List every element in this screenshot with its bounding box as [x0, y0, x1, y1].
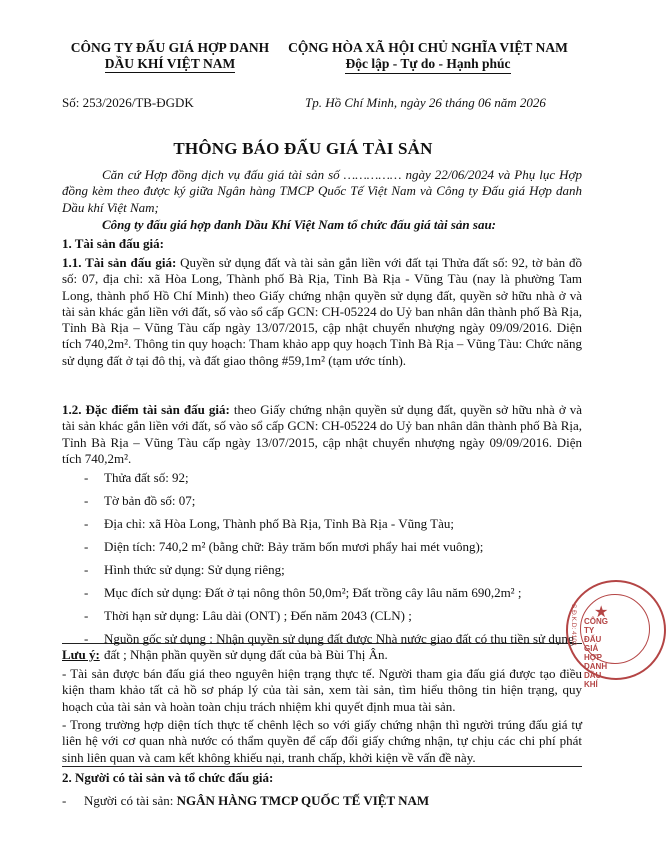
company-name-line1: CÔNG TY ĐẤU GIÁ HỢP DANH	[70, 40, 270, 55]
asset-label: 1.1. Tài sản đấu giá:	[62, 255, 177, 270]
document-page: CÔNG TY ĐẤU GIÁ HỢP DANH DẦU KHÍ VIỆT NAM CỘNG HÒA XÃ HỘI CHỦ NGHĨA VIỆT NAM Độc lập - Tự do - Hạnh phúc Số: 253/2026/TB-ĐGDK Tp. Hồ Chí Minh, ngày 26 tháng 06 năm 2026 THÔNG BÁO ĐẤU GIÁ TÀI SẢN Căn cứ Hợp đồng dịch vụ đấu giá tài sản số …………… ngày 22/06/2024 và Phụ lục Hợp đồng kèm theo được ký giữa Ngân hàng TMCP Quốc Tế Việt Nam và Công ty Đấu giá Hợp danh Dầu khí Việt Nam; Công ty đấu giá hợp danh Dầu Khí Việt Nam tổ chức đấu giá tài sản sau: 1. Tài sản đấu giá: 1.1. Tài sản đấu giá: Quyền sử dụng đất và tài sản gắn liền với đất tại Thửa đất số: 92, tờ bản đồ số: 07, địa chỉ: xã Hòa Long, Thành phố Bà Rịa, Tỉnh Bà Rịa - Vũng Tàu (nay là phường Tam Long, thành phố Hồ Chí Minh) theo Giấy chứng nhận quyền sử dụng đất, quyền sở hữu nhà ở và tài sản khác gắn liền với đất, số vào sổ cấp GCN: CH-05224 do Uỷ ban nhân dân thành phố Bà Rịa, Tỉnh Bà Rịa – Vũng Tàu cấp ngày 13/07/2015, cập nhật chuyển nhượng ngày 09/09/2016. Diện tích 740,2m². Thông tin quy hoạch: Tham khảo app quy hoạch Tỉnh Bà Rịa – Vũng Tàu: Chức năng sử dụng đất ở tại đô thị, và đất giao thông #59,1m² (tạm ước tính). 1.2. Đặc điểm tài sản đấu giá: theo Giấy chứng nhận quyền sử dụng đất, quyền sở hữu nhà ở và tài sản khác gắn liền với đất, số vào sổ cấp GCN: CH-05224 do Uỷ ban nhân dân thành phố Bà Rịa, Tỉnh Bà Rịa – Vũng Tàu cấp ngày 13/07/2015, cập nhật chuyển nhượng ngày 09/09/2016. Diện tích 740,2m². - Thửa đất số: 92; - Tờ bản đồ số: 07; - Địa chỉ: xã Hòa Long, Thành phố Bà Rịa, Tỉnh Bà Rịa - Vũng Tàu; - Diện tích: 740,2 m² (bằng chữ: Bảy trăm bốn mươi phẩy hai mét vuông); - Hình thức sử dụng: Sử dụng riêng; - Mục đích sử dụng: Đất ở tại nông thôn 50,0m²; Đất trồng cây lâu năm 690,2m² ; - Thời hạn sử dụng: Lâu dài (ONT) ; Đến năm 2043 (CLN) ; - Nguồn gốc sử dụng : Nhận quyền sử dụng đất được Nhà nước giao đất có thu tiền sử dụng đất ; Nhận phần quyền sử dụng đất của bà Bùi Thị Ân. Lưu ý: - Tài sản được bán đấu giá theo nguyên hiện trạng thực tế. Người tham gia đấu giá được tạo điều kiện tham khảo tất cả hồ sơ pháp lý của tài sản, xem tài sản, tìm hiểu thông tin hiện trạng, quy hoạch của tài sản và hoàn toàn chịu trách nhiệm khi quyết định mua tài sản. - Trong trường hợp diện tích thực tế chênh lệch so với giấy chứng nhận thì người trúng đấu giá tự liên hệ với cơ quan nhà nước có thẩm quyền để cấp đổi giấy chứng nhận, tự chịu các chi phí phát sinh liên quan và cam kết không khiếu nại, tranh chấp, khởi kiện về vấn đề này. 2. Người có tài sản và tổ chức đấu giá: - Người có tài sản: NGÂN HÀNG TMCP QUỐC TẾ VIỆT NAM ★ CÔNG TY ĐẤU GIÁ HỢP DANH DẦU KHÍ S.Đ.K.D: 4102	[0, 0, 606, 861]
lead-paragraph: Công ty đấu giá hợp danh Dầu Khí Việt Nam tổ chức đấu giá tài sản sau:	[102, 217, 497, 232]
reference-number: Số: 253/2026/TB-ĐGDK	[62, 95, 194, 110]
list-item: - Tờ bản đồ số: 07;	[84, 493, 196, 508]
list-item: - Địa chỉ: xã Hòa Long, Thành phố Bà Rịa, Tỉnh Bà Rịa - Vũng Tàu;	[84, 516, 454, 531]
note-paragraph-1: - Tài sản được bán đấu giá theo nguyên hiện trạng thực tế. Người tham gia đấu giá được tạo điều kiện tham khảo tất cả hồ sơ pháp lý của tài sản, xem tài sản, tìm hiểu thông tin hiện trạng, quy hoạch của tài sản và hoàn toàn chịu trách nhiệm khi quyết định mua tài sản.	[62, 666, 582, 714]
divider	[62, 643, 582, 644]
asset-text: Quyền sử dụng đất và tài sản gắn liền với đất tại Thửa đất số: 92, tờ bản đồ số: 07, địa chỉ: xã Hòa Long, Thành phố Bà Rịa, Tỉnh Bà Rịa - Vũng Tàu (nay là phường Tam Long, thành phố Hồ Chí Minh) theo Giấy chứng nhận quyền sử dụng đất, quyền sở hữu nhà ở và tài sản khác gắn liền với đất, số vào sổ cấp GCN: CH-05224 do Uỷ ban nhân dân thành phố Bà Rịa, Tỉnh Bà Rịa – Vũng Tàu cấp ngày 13/07/2015, cập nhật chuyển nhượng ngày 09/09/2016. Diện tích 740,2m². Thông tin quy hoạch: Tham khảo app quy hoạch Tỉnh Bà Rịa – Vũng Tàu: Chức năng sử dụng đất ở tại đô thị, và đất giao thông #59,1m² (tạm ước tính).	[62, 255, 582, 368]
list-item: - Thửa đất số: 92;	[84, 470, 189, 485]
characteristics-text: theo Giấy chứng nhận quyền sử dụng đất, quyền sở hữu nhà ở và tài sản khác gắn liền với đất, số vào sổ cấp GCN: CH-05224 do Uỷ ban nhân dân thành phố Bà Rịa, Tỉnh Bà Rịa – Vũng Tàu cấp ngày 13/07/2015, cập nhật chuyển nhượng ngày 09/09/2016. Diện tích 740,2m².	[62, 402, 582, 466]
company-seal	[566, 580, 666, 689]
seal-text: CÔNG TY ĐẤU GIÁ HỢP DANH DẦU KHÍ	[584, 617, 608, 689]
section1-heading: 1. Tài sản đấu giá:	[62, 236, 164, 251]
nation-title: CỘNG HÒA XÃ HỘI CHỦ NGHĨA VIỆT NAM	[288, 40, 568, 55]
document-date: Tp. Hồ Chí Minh, ngày 26 tháng 06 năm 2026	[305, 95, 546, 110]
asset-description	[62, 255, 582, 369]
note-paragraph-2: - Trong trường hợp diện tích thực tế chênh lệch so với giấy chứng nhận thì người trúng đấu giá tự liên hệ với cơ quan nhà nước có thẩm quyền để cấp đổi giấy chứng nhận, tự chịu các chi phí phát sinh liên quan và cam kết không khiếu nại, tranh chấp, khởi kiện về vấn đề này.	[62, 717, 582, 765]
company-header	[56, 40, 284, 73]
national-header	[278, 40, 578, 74]
characteristics-label: 1.2. Đặc điểm tài sản đấu giá:	[62, 402, 230, 417]
list-item: - Nguồn gốc sử dụng : Nhận quyền sử dụng đất được Nhà nước giao đất có thu tiền sử dụng đất ; Nhận phần quyền sử dụng đất của bà Bùi Thị Ân.	[84, 631, 575, 663]
star-icon: ★	[594, 604, 609, 621]
note-heading: Lưu ý:	[62, 647, 100, 662]
list-item: - Thời hạn sử dụng: Lâu dài (ONT) ; Đến năm 2043 (CLN) ;	[84, 608, 412, 623]
asset-details-list	[84, 470, 584, 667]
owner-name: NGÂN HÀNG TMCP QUỐC TẾ VIỆT NAM	[176, 793, 430, 808]
list-item: - Hình thức sử dụng: Sử dụng riêng;	[84, 562, 285, 577]
list-item: - Mục đích sử dụng: Đất ở tại nông thôn 50,0m²; Đất trồng cây lâu năm 690,2m² ;	[84, 585, 522, 600]
intro-paragraph: Căn cứ Hợp đồng dịch vụ đấu giá tài sản số …………… ngày 22/06/2024 và Phụ lục Hợp đồng kèm theo được ký giữa Ngân hàng TMCP Quốc Tế Việt Nam và Công ty Đấu giá Hợp danh Dầu khí Việt Nam;	[62, 167, 582, 215]
divider	[62, 766, 582, 767]
seal-code: S.Đ.K.D: 4102	[570, 604, 577, 646]
asset-characteristics	[62, 402, 582, 467]
document-title: THÔNG BÁO ĐẤU GIÁ TÀI SẢN	[173, 139, 433, 158]
owner-label: Người có tài sản:	[84, 793, 177, 808]
list-item: - Diện tích: 740,2 m² (bằng chữ: Bảy trăm bốn mươi phẩy hai mét vuông);	[84, 539, 484, 554]
company-name-line2: DẦU KHÍ VIỆT NAM	[104, 56, 236, 71]
national-motto: Độc lập - Tự do - Hạnh phúc	[345, 56, 510, 74]
section2-heading: 2. Người có tài sản và tổ chức đấu giá:	[62, 770, 274, 785]
